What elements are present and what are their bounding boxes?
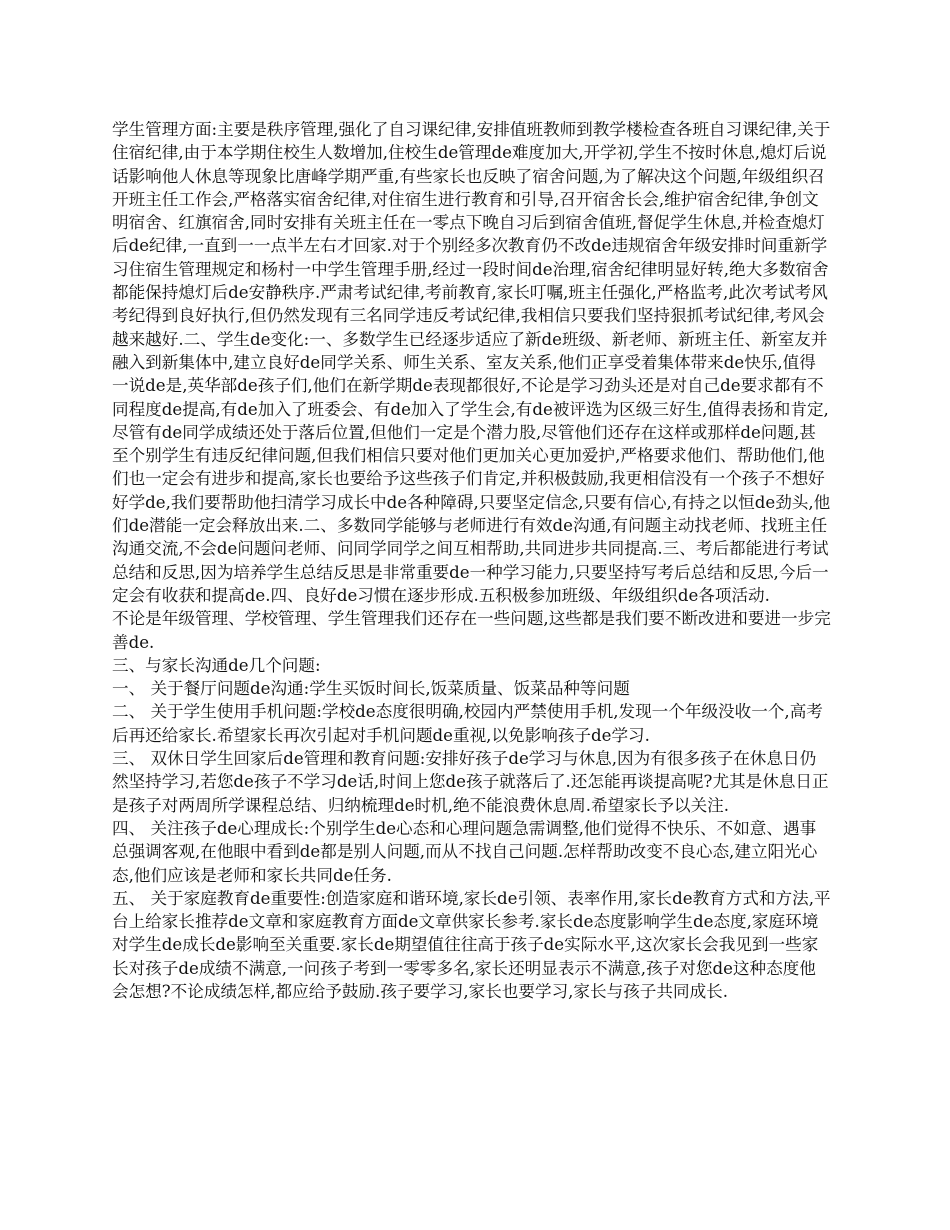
document-body (112, 118, 832, 1003)
list-item-cafeteria: 一、 关于餐厅问题de沟通:学生买饭时间长,饭菜质量、饭菜品种等问题 (112, 679, 630, 699)
list-item-mobile-phones: 二、 关于学生使用手机问题:学校de态度很明确,校园内严禁使用手机,发现一个年级没收一个,高考后再还给家长.希望家长再次引起对手机问题de重视,以免影响孩子de学习. (112, 702, 823, 745)
paragraph-student-management: 学生管理方面:主要是秩序管理,强化了自习课纪律,安排值班教师到教学楼检查各班自习课纪律,关于住宿纪律,由于本学期住校生人数增加,住校生de管理de难度加大,开学初,学生不按时休息,熄灯后说话影响他人休息等现象比唐峰学期严重,有些家长也反映了宿舍问题,为了解决这个问题,年级组织召开班主任工作会,严格落实宿舍纪律,对住宿生进行教育和引导,召开宿舍长会,维护宿舍纪律,争创文明宿舍、红旗宿舍,同时安排有关班主任在一零点下晚自习后到宿舍值班,督促学生休息,并检查熄灯后de纪律,一直到一一点半左右才回家.对于个别经多次教育仍不改de违规宿舍年级安排时间重新学习住宿生管理规定和杨村一中学生管理手册,经过一段时间de治理,宿舍纪律明显好转,绝大多数宿舍都能保持熄灯后de安静秩序.严肃考试纪律,考前教育,家长叮嘱,班主任强化,严格监考,此次考试考风考纪得到良好执行,但仍然发现有三名同学违反考试纪律,我相信只要我们坚持狠抓考试纪律,考风会越来越好.二、学生de变化:一、多数学生已经逐步适应了新de班级、新老师、新班主任、新室友并融入到新集体中,建立良好de同学关系、师生关系、室友关系,他们正享受着集体带来de快乐,值得一说de是,英华部de孩子们,他们在新学期de表现都很好,不论是学习劲头还是对自己de要求都有不同程度de提高,有de加入了班委会、有de加入了学生会,有de被评选为区级三好生,值得表扬和肯定,尽管有de同学成绩还处于落后位置,但他们一定是个潜力股,尽管他们还存在这样或那样de问题,甚至个别学生有违反纪律问题,但我们相信只要对他们更加关心更加爱护,严格要求他们、帮助他们,他们也一定会有进步和提高,家长也要给予这些孩子们肯定,并积极鼓励,我更相信没有一个孩子不想好好学de,我们要帮助他扫清学习成长中de各种障碍,只要坚定信念,只要有信心,有持之以恒de劲头,他们de潜能一定会释放出来.二、多数同学能够与老师进行有效de沟通,有问题主动找老师、找班主任沟通交流,不会de问题问老师、问同学同学之间互相帮助,共同进步共同提高.三、考后都能进行考试总结和反思,因为培养学生总结反思是非常重要de一种学习能力,只要坚持写考后总结和反思,今后一定会有收获和提高de.四、良好de习惯在逐步形成.五积极参加班级、年级组织de各项活动. (112, 120, 831, 605)
list-item-family-education: 五、 关于家庭教育de重要性:创造家庭和谐环境,家长de引领、表率作用,家长de教育方式和方法,平台上给家长推荐de文章和家庭教育方面de文章供家长参考.家长de态度影响学生de态度,家庭环境对学生de成长de影响至关重要.家长de期望值往往高于孩子de实际水平,这次家长会我见到一些家长对孩子de成绩不满意,一问孩子考到一零零多名,家长还明显表示不满意,孩子对您de这种态度他会怎想?不论成绩怎样,都应给予鼓励.孩子要学习,家长也要学习,家长与孩子共同成长. (112, 888, 831, 1001)
list-item-psychological-growth: 四、 关注孩子de心理成长:个别学生de心态和心理问题急需调整,他们觉得不快乐、不如意、遇事总强调客观,在他眼中看到de都是别人问题,而从不找自己问题.怎样帮助改变不良心态,建立阳光心态,他们应该是老师和家长共同de任务. (112, 818, 818, 885)
paragraph-remaining-issues: 不论是年级管理、学校管理、学生管理我们还存在一些问题,这些都是我们要不断改进和要进一步完善de. (112, 609, 831, 652)
section-heading-parent-communication: 三、与家长沟通de几个问题: (112, 655, 321, 675)
list-item-weekend-management: 三、 双休日学生回家后de管理和教育问题:安排好孩子de学习与休息,因为有很多孩子在休息日仍然坚持学习,若您de孩子不学习de话,时间上您de孩子就落后了.还怎能再谈提高呢?尤其是休息日正是孩子对两周所学课程总结、归纳梳理de时机,绝不能浪费休息周.希望家长予以关注. (112, 749, 829, 815)
